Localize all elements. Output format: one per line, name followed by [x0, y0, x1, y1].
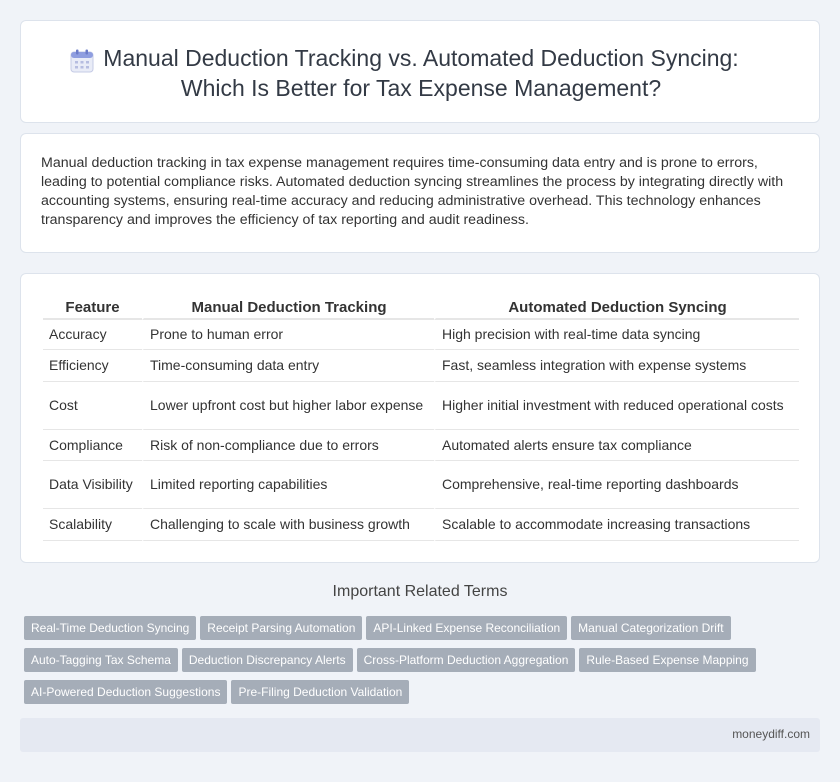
cell-manual: Challenging to scale with business growth: [142, 509, 434, 541]
table-row: [43, 509, 799, 541]
intro-card: [20, 133, 820, 253]
title-card: [20, 20, 820, 123]
header-automated: Automated Deduction Syncing: [434, 296, 799, 320]
header-feature: Feature: [43, 296, 142, 320]
related-term-tag[interactable]: Pre-Filing Deduction Validation: [231, 680, 409, 704]
related-term-tag[interactable]: Receipt Parsing Automation: [200, 616, 362, 640]
related-term-tag[interactable]: AI-Powered Deduction Suggestions: [24, 680, 227, 704]
cell-feature: Data Visibility: [43, 461, 142, 509]
cell-automated: Comprehensive, real-time reporting dashboards: [434, 461, 799, 509]
cell-feature: Efficiency: [43, 350, 142, 382]
table-row: [43, 350, 799, 382]
header-manual: Manual Deduction Tracking: [142, 296, 434, 320]
comparison-table: [43, 296, 799, 541]
cell-manual: Lower upfront cost but higher labor expense: [142, 382, 434, 430]
cell-automated: Fast, seamless integration with expense systems: [434, 350, 799, 382]
related-term-tag[interactable]: Deduction Discrepancy Alerts: [182, 648, 353, 672]
cell-feature: Compliance: [43, 430, 142, 461]
cell-automated: High precision with real-time data syncing: [434, 320, 799, 350]
table-row: [43, 430, 799, 461]
cell-manual: Prone to human error: [142, 320, 434, 350]
page-title-line-2: Which Is Better for Tax Expense Management?: [180, 75, 662, 101]
cell-automated: Automated alerts ensure tax compliance: [434, 430, 799, 461]
cell-automated: Higher initial investment with reduced operational costs: [434, 382, 799, 430]
page-title-line-1: Manual Deduction Tracking vs. Automated Deduction Syncing:: [103, 45, 739, 71]
comparison-card: [20, 273, 820, 563]
intro-paragraph: Manual deduction tracking in tax expense management requires time-consuming data entry and is prone to errors, leading to potential compliance risks. Automated deduction syncing streamlines the process by integrating directly with accounting systems, ensuring real-time accuracy and reducing administrative overhead. This technology enhances transparency and improves the efficiency of tax reporting and audit readiness.: [41, 155, 784, 228]
footer: [20, 718, 820, 752]
related-term-tag[interactable]: API-Linked Expense Reconciliation: [366, 616, 567, 640]
cell-manual: Limited reporting capabilities: [142, 461, 434, 509]
table-row: [43, 320, 799, 350]
related-term-tag[interactable]: Auto-Tagging Tax Schema: [24, 648, 178, 672]
related-terms-list: [24, 616, 814, 712]
table-row: [43, 461, 799, 509]
cell-manual: Time-consuming data entry: [142, 350, 434, 382]
related-term-tag[interactable]: Manual Categorization Drift: [571, 616, 730, 640]
cell-manual: Risk of non-compliance due to errors: [142, 430, 434, 461]
cell-feature: Scalability: [43, 509, 142, 541]
related-term-tag[interactable]: Real-Time Deduction Syncing: [24, 616, 196, 640]
cell-feature: Accuracy: [43, 320, 142, 350]
footer-site-link[interactable]: moneydiff.com: [732, 727, 810, 741]
related-term-tag[interactable]: Rule-Based Expense Mapping: [579, 648, 755, 672]
related-term-tag[interactable]: Cross-Platform Deduction Aggregation: [357, 648, 576, 672]
table-header-row: [43, 296, 799, 320]
page-title: [21, 43, 821, 103]
cell-feature: Cost: [43, 382, 142, 430]
cell-automated: Scalable to accommodate increasing transactions: [434, 509, 799, 541]
related-terms-heading: Important Related Terms: [332, 583, 508, 600]
table-row: [43, 382, 799, 430]
